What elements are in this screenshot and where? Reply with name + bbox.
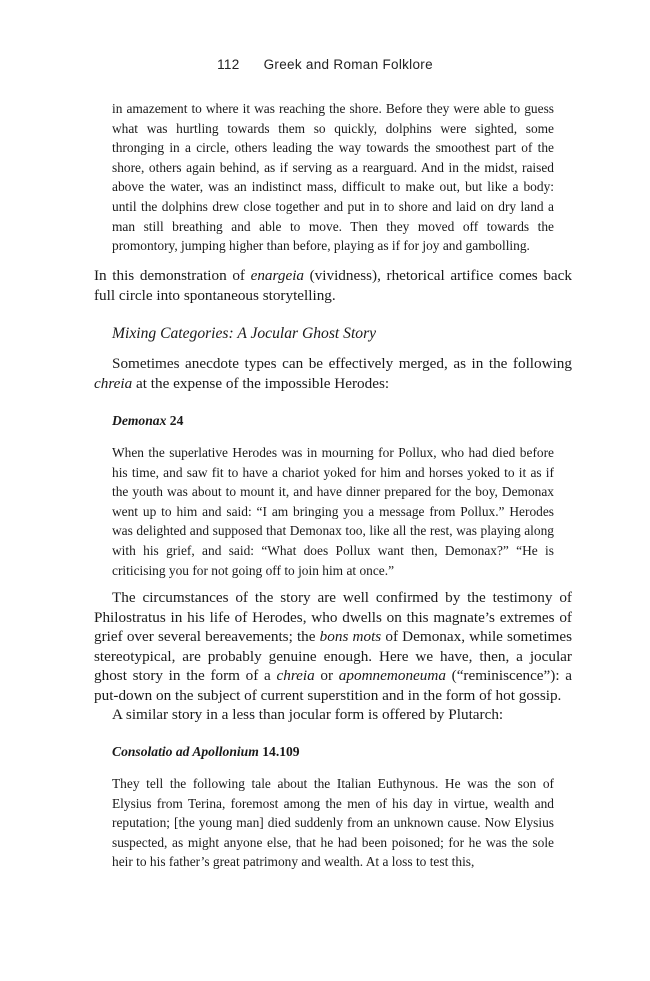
italic-term: apomnemoneuma (338, 667, 446, 684)
source-ref: 24 (169, 413, 184, 428)
block-quote-euthynous: They tell the following tale about the Italian Euthynous. He was the son of Elysius from Terina, foremost among the men of his day in virtue, wealth and reputation; [the young man] died suddenly from an unknown cause. Now Elysius suspected, as might anyone else, that he had been poisoned; for he was the sole heir to his father’s great patrimony and wealth. At a loss to test this, (112, 776, 554, 870)
source-work: Demonax (112, 413, 167, 428)
block-quote-dolphins: in amazement to where it was reaching the shore. Before they were able to guess what was hurtling towards them so quickly, dolphins were sighted, some thronging in a circle, others leading the way towards the smoothest part of the shore, others again behind, as if serving as a rearguard. And in the midst, raised above the water, was an indistinct mass, difficult to make out, but like a body: until the dolphins drew close together and put in to shore and laid on dry land a man still breathing and able to move. Then they moved off towards the promontory, jumping higher than before, playing as if for joy and gambolling. (112, 101, 554, 254)
paragraph-text: Sometimes anecdote types can be effectively merged, as in the following (112, 355, 572, 372)
source-heading-plutarch (112, 744, 300, 760)
italic-term: bons mots (319, 628, 382, 645)
italic-term: chreia (94, 374, 133, 392)
italic-term: enargeia (250, 267, 305, 284)
block-quote-demonax: When the superlative Herodes was in mourning for Pollux, who had died before his time, and saw fit to have a chariot yoked for him and horses yoked to it as if the youth was about to mount it, and have dinner prepared for the boy, Demonax went up to him and said: “I am bringing you a message from Pollux.” Herodes was delighted and supposed that Demonax too, like all the rest, was playing along with his grief, and said: “What does Pollux want then, Demonax?” “He is criticising you for not going off to join him at once.” (112, 445, 554, 578)
paragraph-text: The circumstances of the story are well confirmed by the testimony of Philostratus in his life of Herodes, who dwells on this magnate’s extremes of grief over several bereavements; the (94, 589, 572, 645)
paragraph-anecdote-types (94, 354, 572, 393)
paragraph-text: at the expense of the impossible Herodes: (132, 374, 390, 392)
paragraph-text: In this demonstration of (94, 267, 251, 284)
italic-term: chreia (276, 667, 315, 684)
page-number: 112 (217, 57, 240, 72)
paragraph-text: (vividness), rhetorical artifice comes back full circle into spontaneous storytelling. (94, 267, 572, 304)
paragraph-circumstances (94, 588, 572, 705)
section-heading: Mixing Categories: A Jocular Ghost Story (112, 325, 377, 342)
running-head (0, 57, 650, 72)
paragraph-text: (“reminiscence”): a put-down on the subject of current superstition and in the form of hot gossip. (94, 667, 573, 704)
paragraph-text: of Demonax, while sometimes stereotypical, are probably genuine enough. Here we have, then, a jocular ghost story in the form of a (94, 628, 573, 684)
paragraph-enargeia (94, 266, 572, 305)
paragraph-text: or (314, 667, 339, 684)
source-ref: 14.109 (262, 744, 300, 759)
source-work: Consolatio ad Apollonium (112, 744, 259, 759)
source-heading-demonax (112, 413, 183, 429)
paragraph-similar-story: A similar story in a less than jocular form is offered by Plutarch: (112, 706, 504, 723)
running-title: Greek and Roman Folklore (263, 57, 433, 72)
